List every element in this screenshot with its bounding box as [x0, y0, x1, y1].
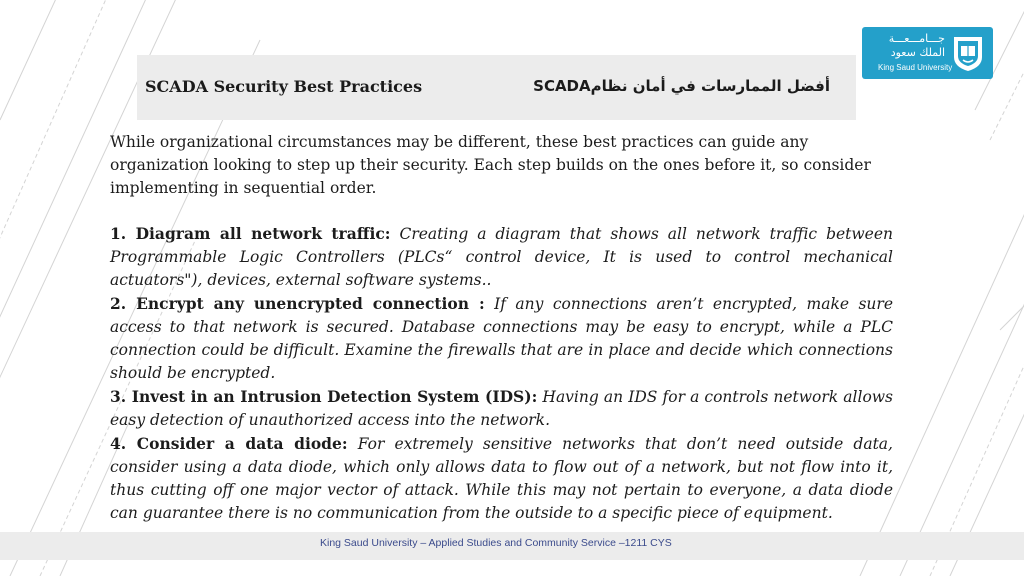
footer-text: King Saud University – Applied Studies and Community Service –1211 CYS	[320, 537, 672, 549]
practice-item-2	[110, 292, 893, 385]
practice-text-1: Creating a diagram that shows all network traffic between Programmable Logic Controllers (PLCs“ control device, It is used to control mechanical actuators"), devices, external software systems..	[110, 225, 893, 289]
university-emblem-icon	[951, 33, 985, 73]
slide-title-english: SCADA Security Best Practices	[145, 77, 423, 96]
practice-text-3: Having an IDS for a controls network allows easy detection of unauthorized access into the network.	[110, 388, 893, 429]
slide-body	[110, 131, 893, 525]
practice-heading-1: 1. Diagram all network traffic:	[110, 224, 391, 243]
practice-heading-3: 3. Invest in an Intrusion Detection System (IDS):	[110, 387, 538, 406]
logo-arabic-line1: جـــامـــعـــة	[888, 32, 945, 45]
practice-item-1	[110, 222, 893, 292]
practice-text-2: If any connections aren’t encrypted, make sure access to that network is secured. Database connections may be easy to encrypt, while a PLC connection could be difficult. Examine the firewalls that are in place and decide which connections should be encrypted.	[110, 295, 893, 382]
practice-text-4: For extremely sensitive networks that don’t need outside data, consider using a data diode, which only allows data to flow out of a network, but not flow into it, thus cutting off one major vector of attack. While this may not pertain to everyone, a data diode can guarantee there is no communication from the outside to a specific piece of equipment.	[110, 435, 893, 522]
logo-english-name: King Saud University	[878, 63, 953, 72]
practice-heading-4: 4. Consider a data diode:	[110, 434, 348, 453]
title-bar	[137, 55, 856, 120]
intro-paragraph: While organizational circumstances may be different, these best practices can guide any organization looking to step up their security. Each step builds on the ones before it, so consider implementing in sequential order.	[110, 133, 871, 197]
logo-arabic-line2: الملك سعود	[890, 46, 945, 59]
university-logo	[862, 27, 993, 79]
practice-heading-2: 2. Encrypt any unencrypted connection :	[110, 294, 485, 313]
slide-title-arabic: أفضل الممارسات في أمان نظامSCADA	[533, 77, 830, 95]
practice-item-3	[110, 385, 893, 432]
practice-item-4	[110, 432, 893, 525]
